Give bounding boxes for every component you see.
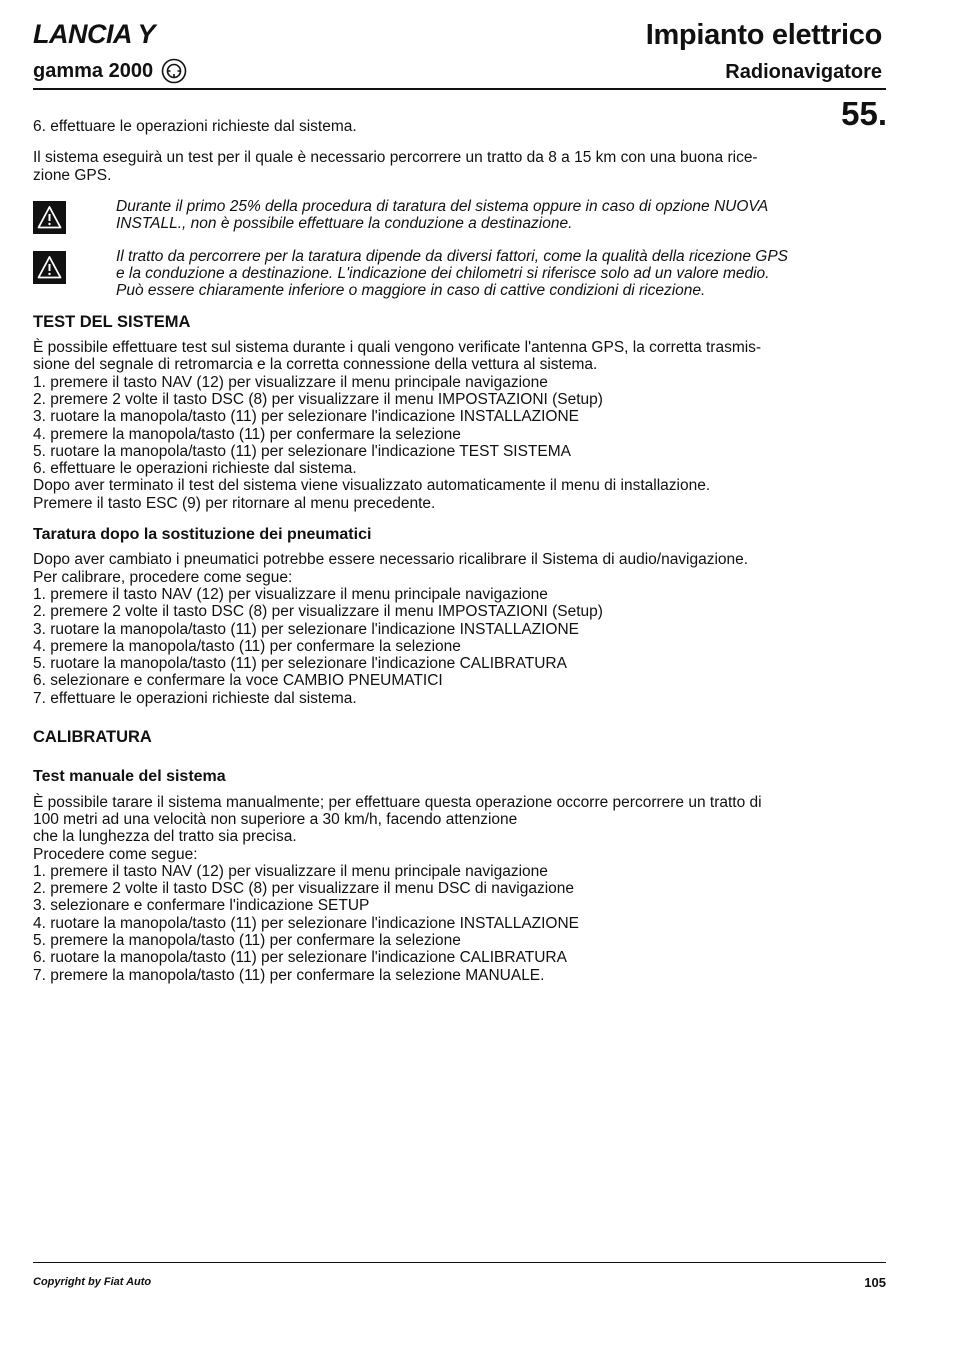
list-item: 4. premere la manopola/tasto (11) per confermare la selezione [33, 637, 461, 655]
text-line: Durante il primo 25% della procedura di taratura del sistema oppure in caso di opzione NUOVA [116, 197, 769, 215]
text-line: Il tratto da percorrere per la taratura dipende da diversi fattori, come la qualità della ricezione GPS [116, 247, 789, 265]
list-item: 7. premere la manopola/tasto (11) per confermare la selezione MANUALE. [33, 966, 545, 984]
warning-triangle-icon [33, 201, 66, 234]
list-item: 6. ruotare la manopola/tasto (11) per selezionare l'indicazione CALIBRATURA [33, 949, 567, 967]
manual-test-heading: Test manuale del sistema [33, 768, 226, 786]
text-line: 100 metri ad una velocità non superiore a 30 km/h, facendo attenzione [33, 810, 518, 828]
text-line: Procedere come segue: [33, 845, 198, 863]
list-item: 7. effettuare le operazioni richieste dal sistema. [33, 689, 357, 707]
section-title: Impianto elettrico [645, 19, 882, 51]
warning-text-1 [116, 198, 886, 233]
text-line: Può essere chiaramente inferiore o maggiore in caso di cattive condizioni di ricezione. [116, 282, 706, 300]
list-item: 3. ruotare la manopola/tasto (11) per selezionare l'indicazione INSTALLAZIONE [33, 408, 580, 426]
list-item: 1. premere il tasto NAV (12) per visualizzare il menu principale navigazione [33, 373, 548, 391]
list-item: 1. premere il tasto NAV (12) per visualizzare il menu principale navigazione [33, 862, 548, 880]
list-item: 6. effettuare le operazioni richieste dal sistema. [33, 460, 357, 478]
list-item: 2. premere 2 volte il tasto DSC (8) per visualizzare il menu DSC di navigazione [33, 880, 575, 898]
text-line: Dopo aver cambiato i pneumatici potrebbe essere necessario ricalibrare il Sistema di audio/navigazione. [33, 551, 749, 569]
intro-step: 6. effettuare le operazioni richieste dal sistema. [33, 118, 357, 135]
list-item: 5. ruotare la manopola/tasto (11) per selezionare l'indicazione TEST SISTEMA [33, 442, 571, 460]
text-line: Per calibrare, procedere come segue: [33, 568, 293, 586]
brand-title: LANCIA Y [33, 19, 156, 49]
page-code: 55. [841, 95, 887, 132]
list-item: 2. premere 2 volte il tasto DSC (8) per visualizzare il menu IMPOSTAZIONI (Setup) [33, 390, 603, 408]
warning-note-2 [33, 248, 886, 300]
steering-wheel-icon [161, 58, 187, 84]
list-item: 3. ruotare la manopola/tasto (11) per selezionare l'indicazione INSTALLAZIONE [33, 620, 580, 638]
text-line: INSTALL., non è possibile effettuare la conduzione a destinazione. [116, 215, 573, 233]
list-item: 2. premere 2 volte il tasto DSC (8) per visualizzare il menu IMPOSTAZIONI (Setup) [33, 603, 603, 621]
text-line: È possibile effettuare test sul sistema durante i quali vengono verificate l'antenna GPS, la corretta trasmis- [33, 339, 762, 357]
list-item: 5. premere la manopola/tasto (11) per confermare la selezione [33, 931, 461, 949]
page-number: 105 [864, 1275, 886, 1290]
range-text: gamma 2000 [33, 60, 154, 82]
list-item: 1. premere il tasto NAV (12) per visualizzare il menu principale navigazione [33, 585, 548, 603]
test-section [33, 339, 886, 512]
range-label [33, 56, 187, 86]
text-line: zione GPS. [33, 166, 112, 184]
list-item: 4. premere la manopola/tasto (11) per confermare la selezione [33, 425, 461, 443]
main-content [33, 118, 886, 984]
subsection-title: Radionavigatore [725, 61, 882, 83]
text-line: Il sistema eseguirà un test per il quale è necessario percorrere un tratto da 8 a 15 km con una buona rice- [33, 149, 758, 167]
warning-text-2 [116, 248, 886, 300]
text-line: e la conduzione a destinazione. L'indicazione dei chilometri si riferisce solo ad un valore medio. [116, 265, 770, 283]
text-line: che la lunghezza del tratto sia precisa. [33, 828, 297, 846]
text-line: Dopo aver terminato il test del sistema viene visualizzato automaticamente il menu di installazione. [33, 477, 711, 495]
tyre-heading: Taratura dopo la sostituzione dei pneumatici [33, 526, 372, 544]
header-right [646, 18, 882, 86]
test-heading: TEST DEL SISTEMA [33, 312, 191, 331]
warning-note-1 [33, 198, 886, 234]
footer-divider [33, 1262, 886, 1263]
list-item: 6. selezionare e confermare la voce CAMBIO PNEUMATICI [33, 672, 443, 690]
header-left [33, 18, 187, 86]
intro-paragraph [33, 149, 886, 184]
warning-triangle-icon [33, 251, 66, 284]
calibration-heading: CALIBRATURA [33, 728, 152, 747]
list-item: 4. ruotare la manopola/tasto (11) per selezionare l'indicazione INSTALLAZIONE [33, 914, 580, 932]
list-item: 5. ruotare la manopola/tasto (11) per selezionare l'indicazione CALIBRATURA [33, 655, 567, 673]
copyright-text: Copyright by Fiat Auto [33, 1276, 152, 1288]
text-line: sione del segnale di retromarcia e la corretta connessione della vettura al sistema. [33, 356, 598, 374]
header-divider [33, 88, 886, 90]
manual-section [33, 794, 886, 984]
list-item: 3. selezionare e confermare l'indicazione SETUP [33, 897, 370, 915]
text-line: Premere il tasto ESC (9) per ritornare al menu precedente. [33, 494, 436, 512]
text-line: È possibile tarare il sistema manualmente; per effettuare questa operazione occorre percorrere un tratto di [33, 793, 762, 811]
tyre-section [33, 551, 886, 707]
